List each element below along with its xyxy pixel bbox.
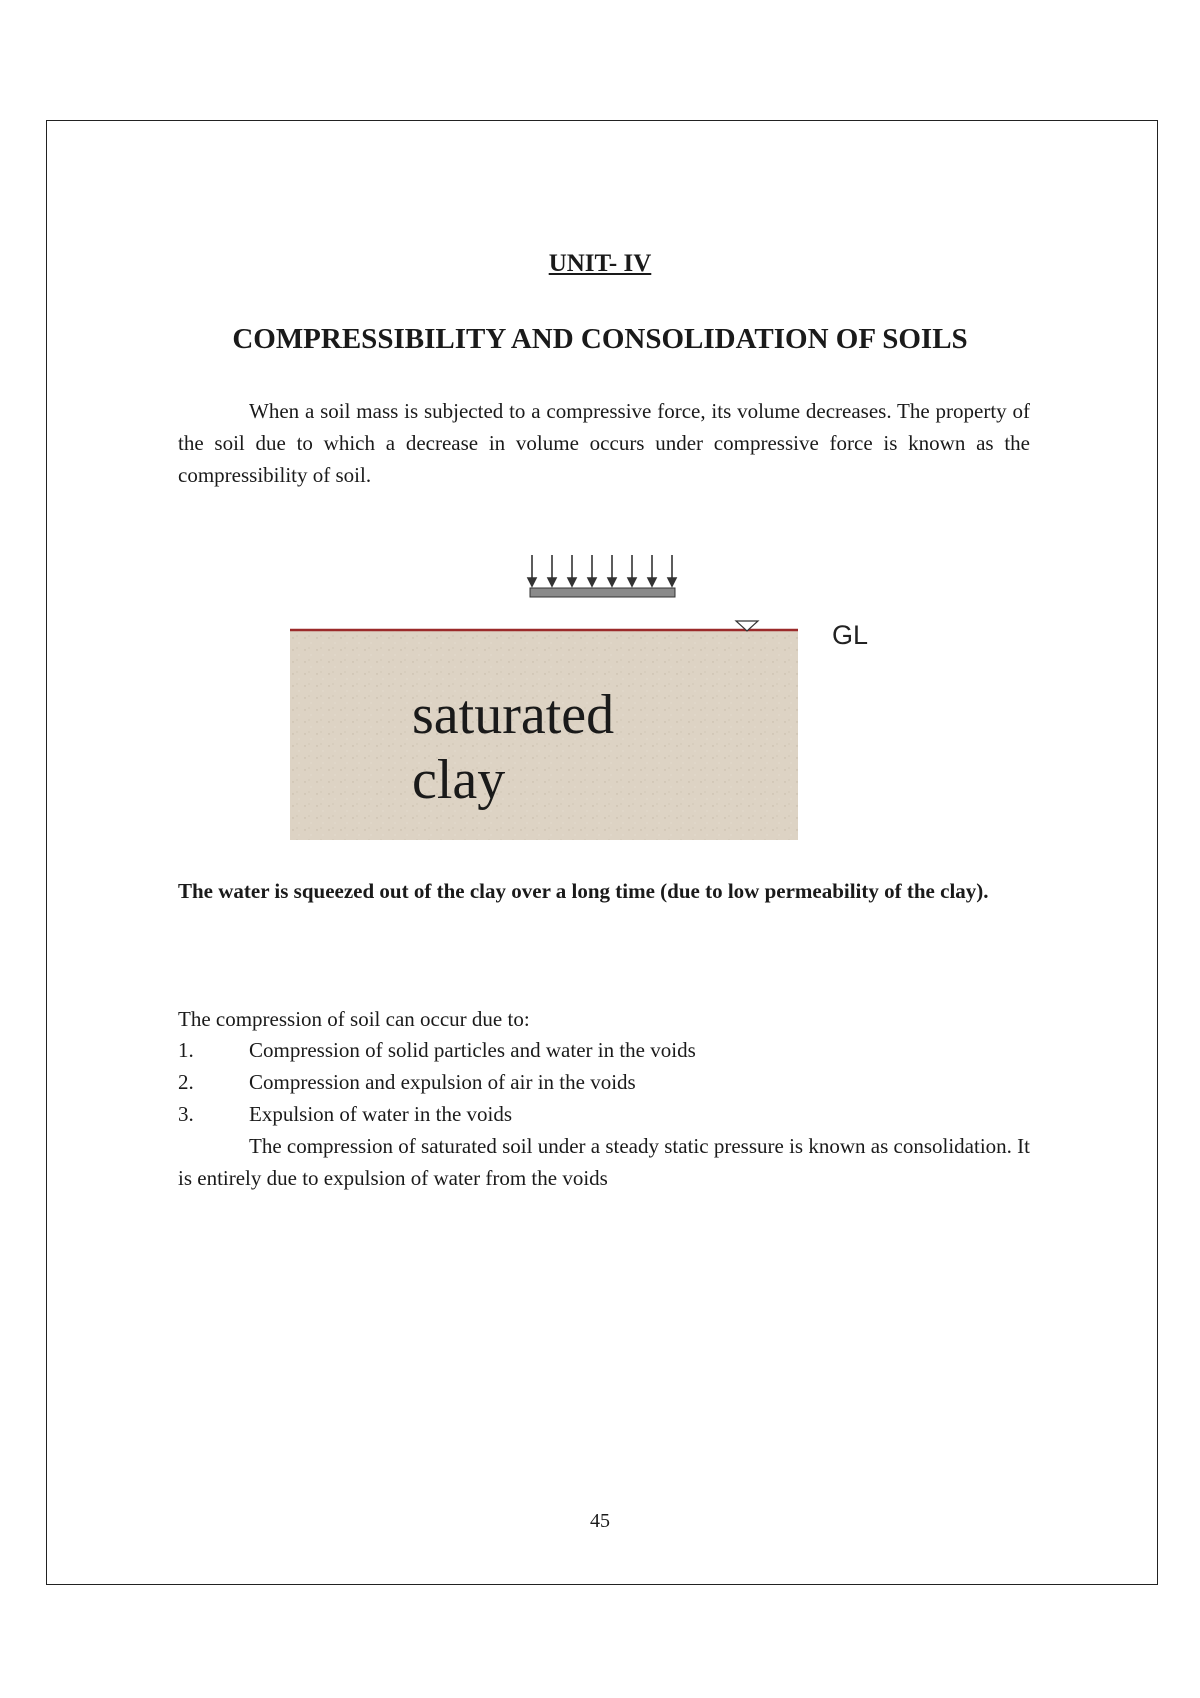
unit-title: UNIT- IV bbox=[548, 250, 652, 277]
list-item-number: 1. bbox=[178, 1038, 194, 1062]
soil-label-line2: clay bbox=[412, 749, 506, 811]
list-item-text: Expulsion of water in the voids bbox=[249, 1102, 513, 1126]
causes-lead: The compression of soil can occur due to: bbox=[178, 1007, 530, 1031]
list-item bbox=[178, 1066, 1030, 1098]
list-item bbox=[178, 1034, 1030, 1066]
closing-paragraph: The compression of saturated soil under a steady static pressure is known as consolidation. It is entirely due to expulsion of water from the voids bbox=[178, 1134, 1030, 1190]
ground-level-label: GL bbox=[832, 620, 869, 650]
footing-plate bbox=[530, 588, 675, 597]
list-item-number: 2. bbox=[178, 1070, 194, 1094]
page-number: 45 bbox=[590, 1510, 610, 1532]
consolidation-diagram bbox=[290, 550, 890, 850]
soil-label-line1: saturated bbox=[412, 684, 615, 746]
list-item bbox=[178, 1098, 1030, 1130]
list-item-text: Compression of solid particles and water in the voids bbox=[249, 1038, 696, 1062]
page-title: COMPRESSIBILITY AND CONSOLIDATION OF SOILS bbox=[232, 323, 968, 355]
list-item-number: 3. bbox=[178, 1102, 194, 1126]
intro-paragraph: When a soil mass is subjected to a compressive force, its volume decreases. The property of the soil due to which a decrease in volume occurs under compressive force is known as the compressibility of soil. bbox=[178, 399, 1030, 487]
causes-list bbox=[178, 1034, 1030, 1130]
bold-statement: The water is squeezed out of the clay over a long time (due to low permeability of the clay). bbox=[178, 879, 989, 903]
load-arrows bbox=[528, 555, 676, 586]
list-item-text: Compression and expulsion of air in the voids bbox=[249, 1070, 636, 1094]
